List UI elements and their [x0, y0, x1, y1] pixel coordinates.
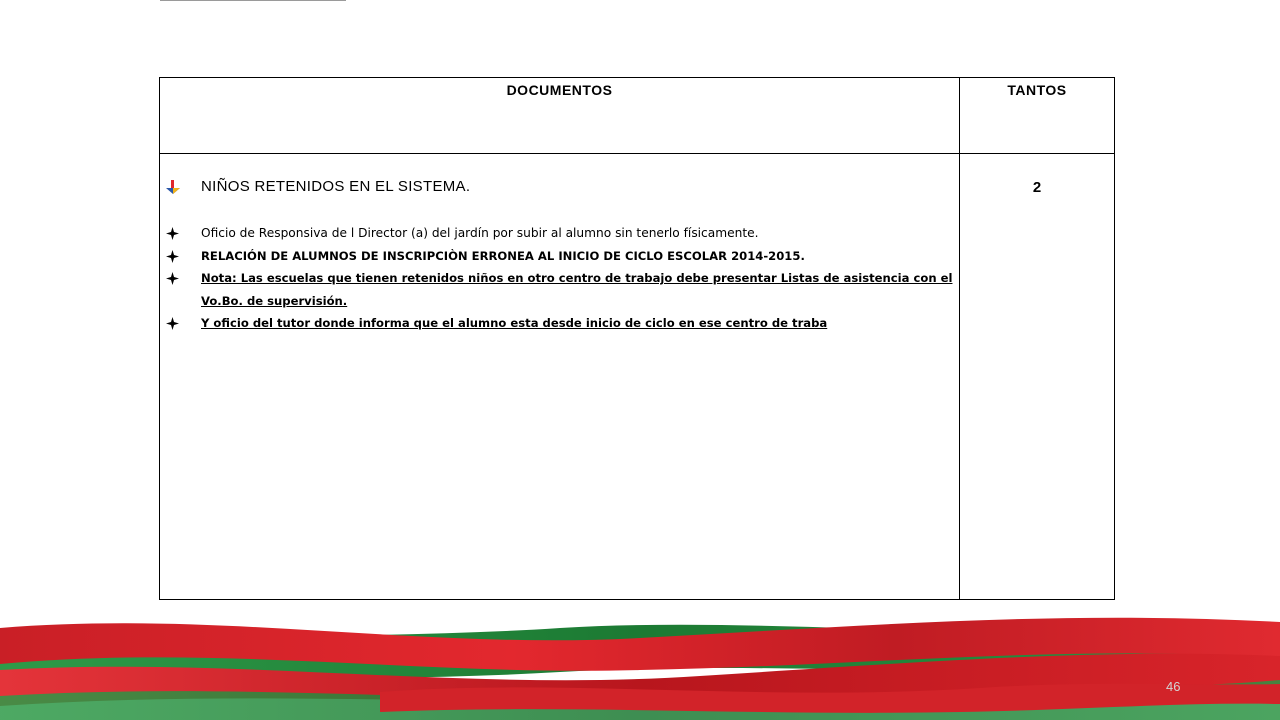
sub-item-text: Oficio de Responsiva de l Director (a) del jardín por subir al alumno sin tenerlo físicamente. [201, 226, 759, 240]
list-item [160, 267, 956, 312]
documents-table [159, 77, 1115, 600]
arrow-bullet-icon [166, 180, 180, 194]
diamond-bullet-icon [166, 317, 179, 330]
table-row [160, 154, 1115, 600]
documents-cell [160, 154, 960, 600]
decorative-ribbon [0, 600, 1280, 720]
diamond-bullet-icon [166, 272, 179, 285]
header-documentos: DOCUMENTOS [160, 78, 960, 154]
list-item [160, 222, 956, 245]
slide-number: 46 [1166, 679, 1181, 694]
tantos-cell [960, 154, 1115, 600]
sub-item-note: Nota: Las escuelas que tienen retenidos niños en otro centro de trabajo debe presentar Listas de asistencia con el Vo.Bo. de supervisión. [201, 271, 953, 308]
top-divider-line [160, 0, 346, 1]
tantos-value: 2 [1032, 179, 1042, 196]
table-header-row [160, 78, 1115, 154]
list-item [160, 312, 956, 335]
list-item [160, 245, 956, 268]
sub-items-list [160, 222, 956, 335]
header-tantos: TANTOS [960, 78, 1115, 154]
sub-item-text: Y oficio del tutor donde informa que el alumno esta desde inicio de ciclo en ese centro de traba [201, 316, 828, 330]
main-item-label: NIÑOS RETENIDOS EN EL SISTEMA. [201, 178, 471, 195]
diamond-bullet-icon [166, 250, 179, 263]
diamond-bullet-icon [166, 227, 179, 240]
sub-item-text: RELACIÓN DE ALUMNOS DE INSCRIPCIÒN ERRONEA AL INICIO DE CICLO ESCOLAR 2014-2015. [201, 248, 805, 263]
